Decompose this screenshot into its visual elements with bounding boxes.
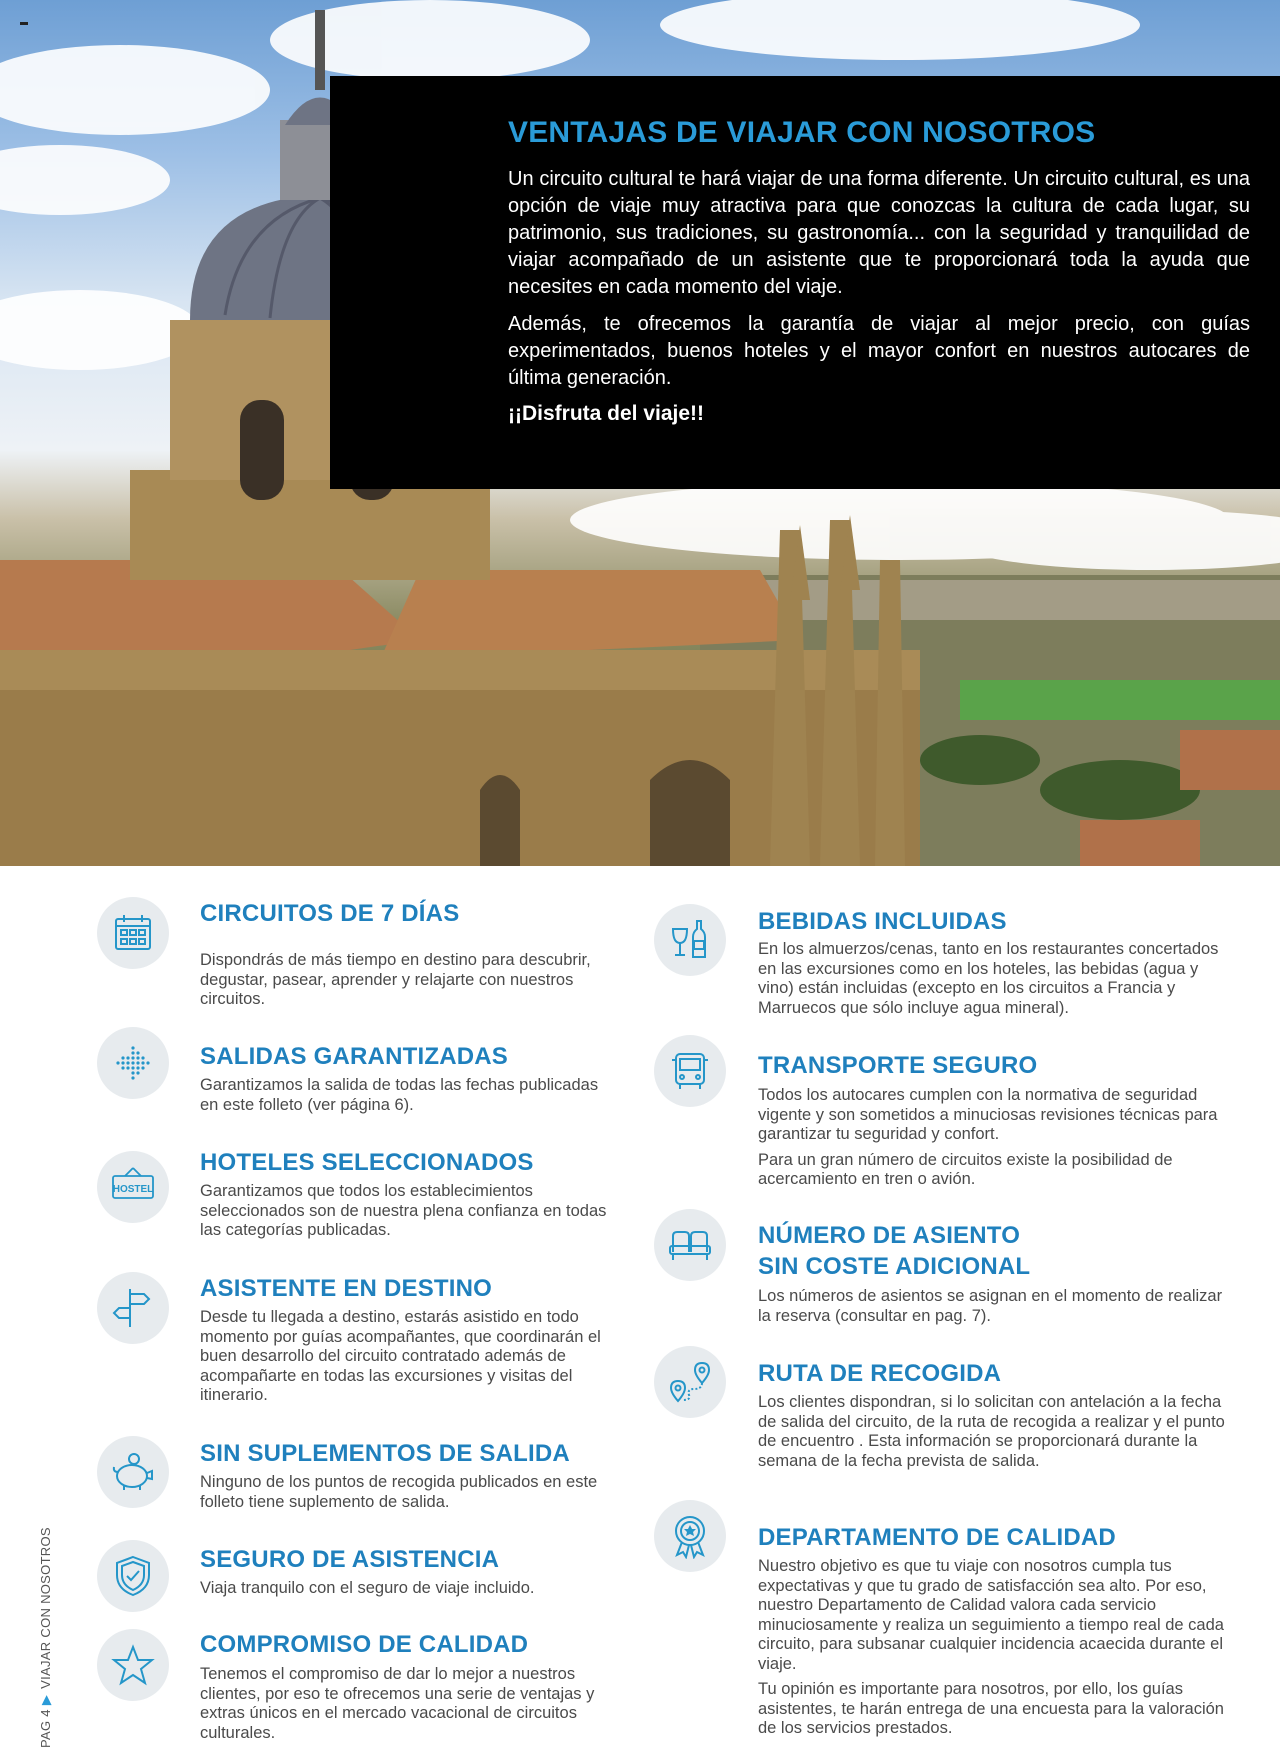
feature-text: Los clientes dispondran, si lo solicitan con antelación a la fecha de salida del circuito, de la ruta de recogida a realizar y el punto de encuentro . Esta información se proporcionará durante la semana de la fecha prevista de salida.	[758, 1393, 1225, 1470]
feature-description	[200, 1182, 610, 1241]
intro-paragraph: Un circuito cultural te hará viajar de una forma diferente. Un circuito cultural, es una opción de viaje muy atractiva para que conozcas la cultura de cada lugar, su patrimonio, sus tradiciones, su gastronomía... con la seguridad y tranquilidad de viajar acompañado de un asistente que te proporcionará toda la ayuda que necesites en cada momento del viaje.	[508, 168, 1250, 298]
signpost-icon	[97, 1272, 169, 1344]
corner-mark	[20, 22, 28, 25]
feature-text: Todos los autocares cumplen con la normativa de seguridad vigente y son sometidos a minuciosas revisiones técnicas para garantizar tu seguridad y confort.	[758, 1086, 1218, 1143]
page-side-label	[38, 1527, 54, 1748]
feature-text: En los almuerzos/cenas, tanto en los restaurantes concertados en las excursiones como en los hoteles, las bebidas (agua y vino) están incluidas (excepto en los circuitos a Francia y Marruecos que sólo incluye agua mineral).	[758, 940, 1219, 1017]
feature-title: HOTELES SELECCIONADOS	[200, 1149, 534, 1176]
triangle-icon: ▶	[38, 1694, 53, 1706]
feature-text: Garantizamos la salida de todas las fechas publicadas en este folleto (ver página 6).	[200, 1076, 599, 1114]
feature-title: DEPARTAMENTO DE CALIDAD	[758, 1524, 1116, 1551]
drinks-icon	[654, 904, 726, 976]
calendar-icon	[97, 897, 169, 969]
quality-badge-icon	[654, 1500, 726, 1572]
feature-description	[758, 1393, 1228, 1471]
feature-title: CIRCUITOS DE 7 DÍAS	[200, 900, 460, 927]
section-name: VIAJAR CON NOSOTROS	[38, 1527, 53, 1689]
feature-text: Tenemos el compromiso de dar lo mejor a nuestros clientes, por eso te ofrecemos una serie de ventajas y extras únicos en el mercado vacacional de circuitos culturales.	[200, 1665, 595, 1742]
feature-title: COMPROMISO DE CALIDAD	[200, 1631, 529, 1658]
piggy-bank-icon	[97, 1436, 169, 1508]
shield-icon	[97, 1540, 169, 1612]
feature-text: Garantizamos que todos los establecimientos seleccionados son de nuestra plena confianza en todas las categorías publicadas.	[200, 1182, 607, 1239]
page-title: VENTAJAS DE VIAJAR CON NOSOTROS	[508, 116, 1096, 149]
page-number: PAG 4	[38, 1709, 53, 1748]
feature-description	[200, 1076, 600, 1115]
feature-title: RUTA DE RECOGIDA	[758, 1360, 1002, 1387]
star-icon	[97, 1629, 169, 1701]
feature-title: SEGURO DE ASISTENCIA	[200, 1546, 500, 1573]
feature-description	[200, 1308, 620, 1406]
feature-title: NÚMERO DE ASIENTO	[758, 1222, 1021, 1249]
feature-description	[200, 951, 610, 1010]
bus-icon	[654, 1035, 726, 1107]
feature-description	[758, 940, 1228, 1018]
route-icon	[654, 1346, 726, 1418]
feature-text: Dispondrás de más tiempo en destino para descubrir, degustar, pasear, aprender y relajarte con nuestros circuitos.	[200, 951, 591, 1008]
feature-title: TRANSPORTE SEGURO	[758, 1052, 1038, 1079]
feature-text: Los números de asientos se asignan en el momento de realizar la reserva (consultar en pag. 7).	[758, 1287, 1223, 1325]
feature-text: Viaja tranquilo con el seguro de viaje incluido.	[200, 1579, 535, 1597]
feature-text: Ninguno de los puntos de recogida publicados en este folleto tiene suplemento de salida.	[200, 1473, 598, 1511]
call-to-action: ¡¡Disfruta del viaje!!	[508, 402, 705, 425]
feature-text: Tu opinión es importante para nosotros, por ello, los guías asistentes, te harán entrega de una encuesta para la valoración de los servicios prestados.	[758, 1680, 1224, 1737]
hero-photo	[0, 0, 1280, 866]
feature-title: BEBIDAS INCLUIDAS	[758, 908, 1007, 935]
feature-description	[200, 1665, 620, 1743]
feature-text: Nuestro objetivo es que tu viaje con nosotros cumpla tus expectativas y que tu grado de satisfacción sea alto. Por eso, nuestro Departamento de Calidad valora cada servicio minuciosamente y realiza un seguimiento a tiempo real de cada circuito, para subsanar cualquier incidencia acaecida durante el viaje.	[758, 1557, 1224, 1673]
feature-title: ASISTENTE EN DESTINO	[200, 1275, 493, 1302]
feature-title: SALIDAS GARANTIZADAS	[200, 1043, 508, 1070]
arrow-icon	[97, 1027, 169, 1099]
hostel-icon	[97, 1151, 169, 1223]
feature-description	[758, 1287, 1228, 1326]
seats-icon	[654, 1209, 726, 1281]
feature-text: Para un gran número de circuitos existe la posibilidad de acercamiento en tren o avión.	[758, 1150, 1173, 1188]
feature-description	[200, 1579, 620, 1599]
feature-title-line2: SIN COSTE ADICIONAL	[758, 1253, 1031, 1280]
feature-text: Desde tu llegada a destino, estarás asistido en todo momento por guías acompañantes, que coordinarán el buen desarrollo del circuito contratado además de acompañarte en todas las excursiones y visitas del itinerario.	[200, 1308, 601, 1404]
intro-paragraph: Además, te ofrecemos la garantía de viajar al mejor precio, con guías experimentados, buenos hoteles y el mayor confort en nuestros autocares de última generación.	[508, 313, 1250, 389]
feature-description	[758, 1557, 1228, 1739]
feature-description	[758, 1086, 1228, 1190]
feature-description	[200, 1473, 620, 1512]
svg-text:HOSTEL: HOSTEL	[112, 1184, 154, 1195]
intro-panel	[330, 76, 1280, 489]
feature-title: SIN SUPLEMENTOS DE SALIDA	[200, 1440, 570, 1467]
